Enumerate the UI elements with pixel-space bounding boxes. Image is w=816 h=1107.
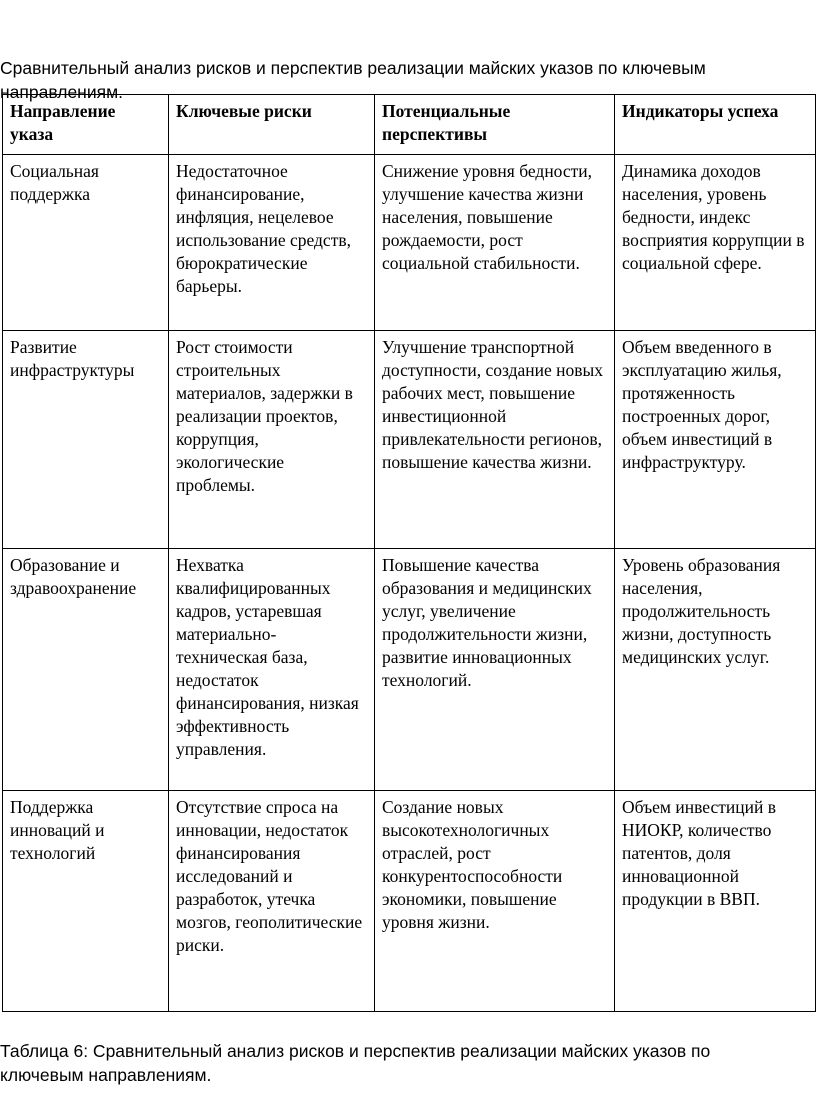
intro-paragraph: Сравнительный анализ рисков и перспектив реализации майских указов по ключевым направлениям. <box>0 57 706 102</box>
cell-indicators: Динамика доходов населения, уровень бедности, индекс восприятия коррупции в социальной сфере. <box>615 155 816 331</box>
cell-risks: Рост стоимости строительных материалов, задержки в реализации проектов, коррупция, экологические проблемы. <box>169 331 375 549</box>
cell-prospects: Создание новых высокотехнологичных отраслей, рост конкурентоспособности экономики, повышение уровня жизни. <box>375 791 615 1012</box>
header-direction: Направление указа <box>3 95 169 155</box>
cell-indicators: Объем введенного в эксплуатацию жилья, протяженность построенных дорог, объем инвестиций в инфраструктуру. <box>615 331 816 549</box>
header-key-risks: Ключевые риски <box>169 95 375 155</box>
header-success-indicators: Индикаторы успеха <box>615 95 816 155</box>
cell-direction: Поддержка инноваций и технологий <box>3 791 169 1012</box>
cell-direction: Социальная поддержка <box>3 155 169 331</box>
table-row <box>3 549 816 791</box>
cell-risks: Отсутствие спроса на инновации, недостаток финансирования исследований и разработок, утечка мозгов, геополитические риски. <box>169 791 375 1012</box>
cell-prospects: Повышение качества образования и медицинских услуг, увеличение продолжительности жизни, развитие инновационных технологий. <box>375 549 615 791</box>
cell-indicators: Объем инвестиций в НИОКР, количество патентов, доля инновационной продукции в ВВП. <box>615 791 816 1012</box>
cell-risks: Нехватка квалифицированных кадров, устаревшая материально-техническая база, недостаток финансирования, низкая эффективность управления. <box>169 549 375 791</box>
comparison-table <box>2 94 816 1012</box>
cell-risks: Недостаточное финансирование, инфляция, нецелевое использование средств, бюрократические барьеры. <box>169 155 375 331</box>
cell-prospects: Снижение уровня бедности, улучшение качества жизни населения, повышение рождаемости, рост социальной стабильности. <box>375 155 615 331</box>
table-row <box>3 155 816 331</box>
cell-prospects: Улучшение транспортной доступности, создание новых рабочих мест, повышение инвестиционной привлекательности регионов, повышение качества жизни. <box>375 331 615 549</box>
table-caption: Таблица 6: Сравнительный анализ рисков и перспектив реализации майских указов по ключевым направлениям. <box>0 1040 711 1085</box>
table-row <box>3 331 816 549</box>
table-row <box>3 791 816 1012</box>
cell-direction: Образование и здравоохранение <box>3 549 169 791</box>
cell-direction: Развитие инфраструктуры <box>3 331 169 549</box>
table-header-row <box>3 95 816 155</box>
header-prospects: Потенциальные перспективы <box>375 95 615 155</box>
cell-indicators: Уровень образования населения, продолжительность жизни, доступность медицинских услуг. <box>615 549 816 791</box>
